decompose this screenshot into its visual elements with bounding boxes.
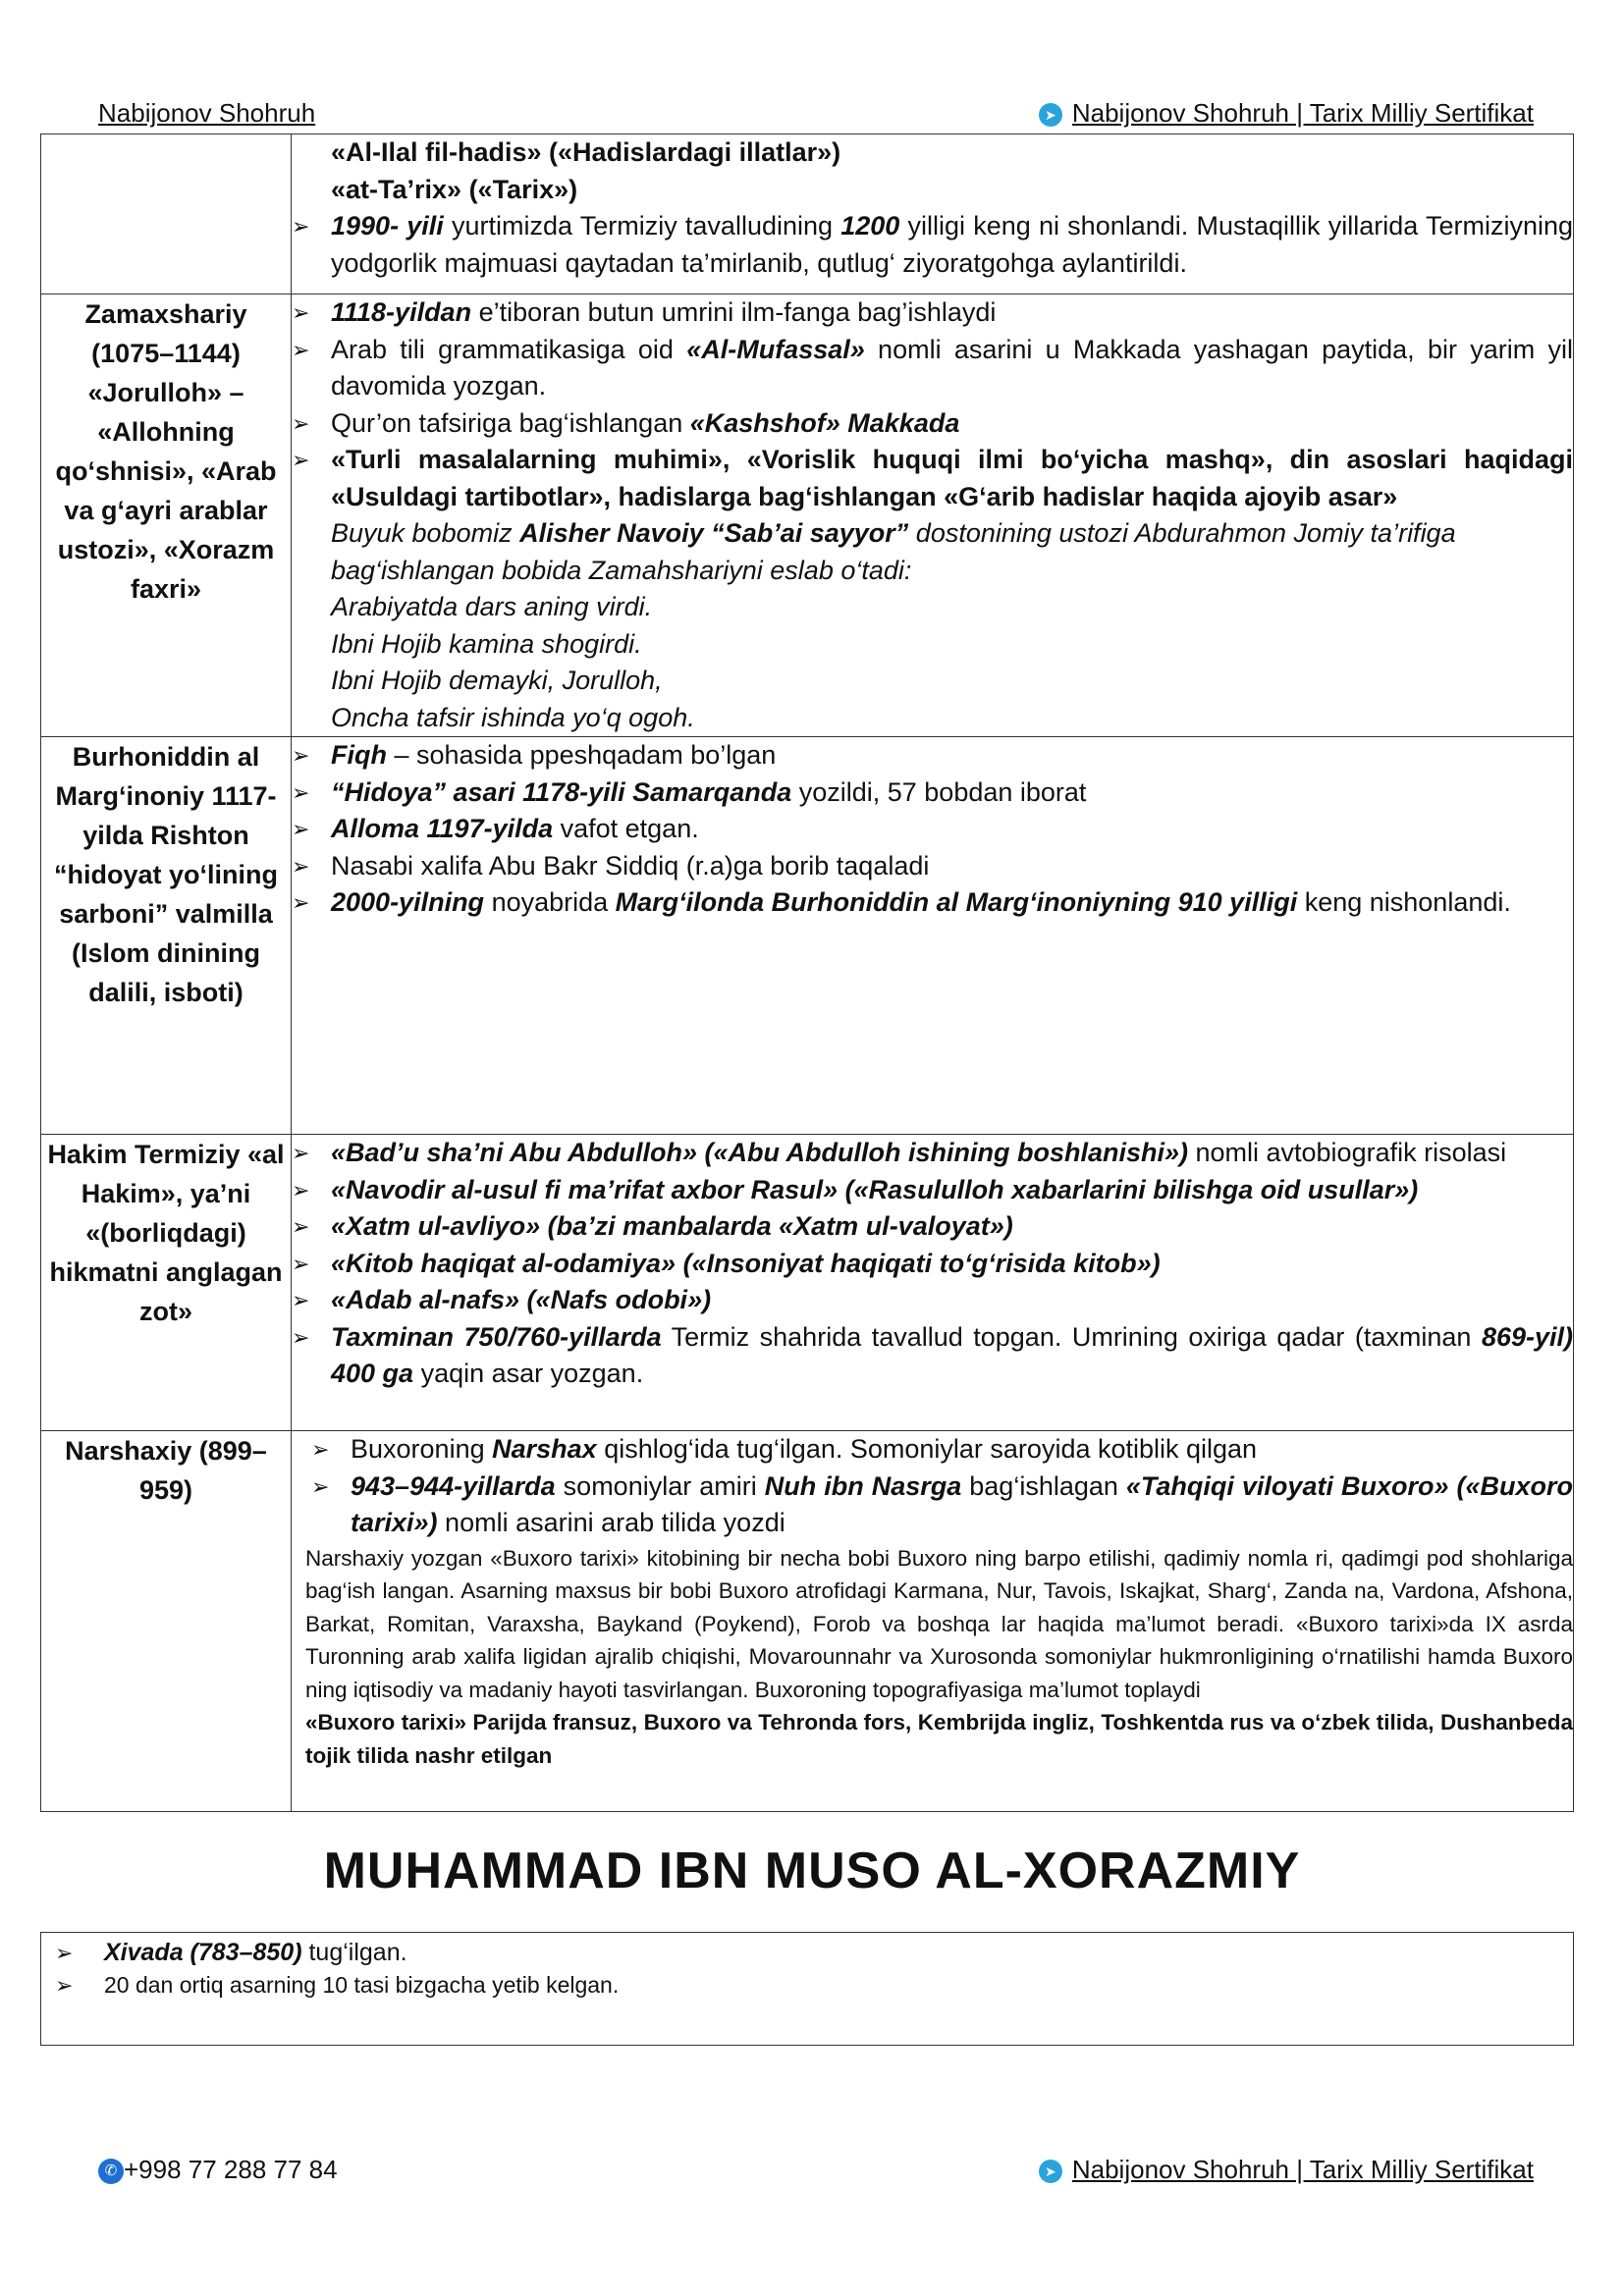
table-row-zamaxshariy xyxy=(41,294,1574,737)
section-title: MUHAMMAD IBN MUSO AL-XORAZMIY xyxy=(323,1842,1301,1899)
content-cell xyxy=(292,134,1574,294)
name-cell-empty xyxy=(41,134,292,294)
list-item: ➢ «Adab al-nafs» («Nafs odobi») xyxy=(292,1282,1573,1319)
list-item: ➢ 1118-yildan e’tiboran butun umrini ilm-fanga bag’ishlaydi xyxy=(292,294,1573,332)
page-header xyxy=(98,98,1534,130)
list-item: ➢ Arab tili grammatikasiga oid «Al-Mufassal» nomli asarini u Makkada yashagan paytida, bir yarim yil davomida yozgan. xyxy=(292,332,1573,405)
list-item: ➢ «Bad’u sha’ni Abu Abdulloh» («Abu Abdulloh ishining boshlanishi») nomli avtobiografik risolasi xyxy=(292,1135,1573,1172)
header-channel-link[interactable] xyxy=(1039,98,1534,129)
list-item: ➢ 943–944-yillarda somoniylar amiri Nuh ibn Nasrga bag‘ishlagan «Tahqiqi viloyati Buxoro» («Buxoro tarixi») nomli asarini arab tilida yozdi xyxy=(311,1468,1573,1542)
table-row-hakim xyxy=(41,1135,1574,1431)
bullet-list xyxy=(305,1431,1573,1542)
work-title: «at-Ta’rix» («Tarix») xyxy=(331,174,578,204)
bullet-list xyxy=(292,294,1573,515)
bullet-list xyxy=(292,208,1573,282)
content-cell xyxy=(292,294,1574,737)
phone-icon: ✆ xyxy=(98,2159,124,2184)
content-cell xyxy=(292,1431,1574,1812)
footer-channel-label: Nabijonov Shohruh | Tarix Milliy Sertifikat xyxy=(1071,2155,1534,2184)
verse-line: Oncha tafsir ishinda yo‘q ogoh. xyxy=(331,702,695,732)
telegram-icon: ➤ xyxy=(1039,2160,1062,2183)
list-item: ➢ «Turli masalalarning muhimi», «Vorislik huquqi ilmi bo‘yicha mashq», din asoslari haqidagi «Usuldagi tartibotlar», hadislarga bag‘ishlangan «G‘arib hadislar haqida ajoyib asar» xyxy=(292,442,1573,515)
verse-line: Arabiyatda dars aning virdi. xyxy=(331,592,653,621)
list-item: ➢ 1990- yili yurtimizda Termiziy tavalludining 1200 yilligi keng ni shonlandi. Mustaqillik yillarida Termiziyning yodgorlik majmuasi qaytadan ta’mirlanib, qutlug‘ ziyoratgohga aylantirildi. xyxy=(292,208,1573,282)
content-cell xyxy=(292,1135,1574,1431)
bullet-list xyxy=(292,1135,1573,1393)
publication-note: «Buxoro tarixi» Parijda fransuz, Buxoro va Tehronda fors, Kembrijda ingliz, Toshkentda rus va o‘zbek tilida, Dushanbeda tojik tilida nashr etilgan xyxy=(305,1710,1573,1769)
footer-phone[interactable] xyxy=(98,2155,338,2185)
header-channel-label: Nabijonov Shohruh | Tarix Milliy Sertifikat xyxy=(1071,98,1534,128)
table-row-burhoniddin xyxy=(41,737,1574,1135)
table-row-narshaxiy xyxy=(41,1431,1574,1812)
verse-line: Ibni Hojib demayki, Jorulloh, xyxy=(331,666,663,695)
description-paragraph: Narshaxiy yozgan «Buxoro tarixi» kitobining bir necha bobi Buxoro ning barpo etilishi, qadimiy nomla ri, qadimgi pod shohlariga bag‘ish langan. Asarning maxsus bir bobi Buxoro atrofidagi Karmana, Nur, Tavois, Iskajkat, Sharg‘, Zanda na, Vardona, Afshona, Barkat, Romitan, Varaxsha, Baykand (Poykend), Forob va boshqa lar haqida ma’lumot beradi. «Buxoro tarixi»da IX asrda Turonning arab xalifa ligidan ajralib chiqishi, Movarounnahr va Xurosonda somoniylar hukmronligining o‘rnatilishi hamda Buxoro ning iqtisodiy va madaniy hayoti tasvirlangan. Buxoroning topografiyasiga ma’lumot toplaydi xyxy=(305,1545,1573,1702)
verse-line: Ibni Hojib kamina shogirdi. xyxy=(331,628,642,659)
list-item: ➢ Nasabi xalifa Abu Bakr Siddiq (r.a)ga borib taqaladi xyxy=(292,848,1573,885)
list-item: ➢ 20 dan ortiq asarning 10 tasi bizgacha yetib kelgan. xyxy=(55,1969,1559,2002)
list-item: ➢ Alloma 1197-yilda vafot etgan. xyxy=(292,811,1573,848)
list-item: ➢ «Xatm ul-avliyo» (ba’zi manbalarda «Xatm ul-valoyat») xyxy=(292,1208,1573,1246)
list-item: ➢ “Hidoya” asari 1178-yili Samarqanda yozildi, 57 bobdan iborat xyxy=(292,774,1573,812)
bullet-list xyxy=(55,1937,1559,2002)
footer-channel-link[interactable] xyxy=(1039,2155,1534,2185)
scholar-name: Narshaxiy (899–959) xyxy=(41,1431,292,1812)
scholar-name: Burhoniddin al Marg‘inoniy 1117-yilda Rishton “hidoyat yo‘lining sarboni” valmilla (Islom dinining dalili, isboti) xyxy=(41,737,292,1135)
list-item: ➢ Taxminan 750/760-yillarda Termiz shahrida tavallud topgan. Umrining oxiriga qadar (taxminan 869-yil) 400 ga yaqin asar yozgan. xyxy=(292,1319,1573,1393)
list-item: ➢ «Kitob haqiqat al-odamiya» («Insoniyat haqiqati to‘g‘risida kitob») xyxy=(292,1246,1573,1283)
table-row-tirmiziy-continued xyxy=(41,134,1574,294)
list-item: ➢ «Navodir al-usul fi ma’rifat axbor Rasul» («Rasululloh xabarlarini bilishga oid usullar») xyxy=(292,1172,1573,1209)
list-item: ➢ Qur’on tafsiriga bag‘ishlangan «Kashshof» Makkada xyxy=(292,405,1573,443)
header-author: Nabijonov Shohruh xyxy=(98,98,316,128)
quote-intro: Buyuk bobomiz Alisher Navoiy “Sab’ai sayyor” dostonining ustozi Abdurahmon Jomiy ta’rifiga bag‘ishlangan bobida Zamahshariyni eslab o‘tadi: xyxy=(331,518,1456,585)
list-item: ➢ 2000-yilning noyabrida Marg‘ilonda Burhoniddin al Marg‘inoniyning 910 yilligi keng nishonlandi. xyxy=(292,884,1573,922)
scholar-name: Hakim Termiziy «al Hakim», ya’ni «(borliqdagi) hikmatni anglagan zot» xyxy=(41,1135,292,1431)
content-cell xyxy=(292,737,1574,1135)
list-item: ➢ Xivada (783–850) tug‘ilgan. xyxy=(55,1937,1559,1969)
work-title: «Al-Ilal fil-hadis» («Hadislardagi illatlar») xyxy=(331,137,841,167)
scholars-table xyxy=(40,133,1574,1812)
section-box xyxy=(40,1932,1574,2046)
list-item: ➢ Fiqh – sohasida ppeshqadam bo’lgan xyxy=(292,737,1573,774)
phone-number: +998 77 288 77 84 xyxy=(124,2155,338,2184)
telegram-icon: ➤ xyxy=(1039,103,1062,127)
list-item: ➢ Buxoroning Narshax qishlog‘ida tug‘ilgan. Somoniylar saroyida kotiblik qilgan xyxy=(311,1431,1573,1468)
bullet-list xyxy=(292,737,1573,922)
scholar-name: Zamaxshariy (1075–1144) «Jorulloh» – «Allohning qo‘shnisi», «Arab va g‘ayri arablar ustozi», «Xorazm faxri» xyxy=(41,294,292,737)
